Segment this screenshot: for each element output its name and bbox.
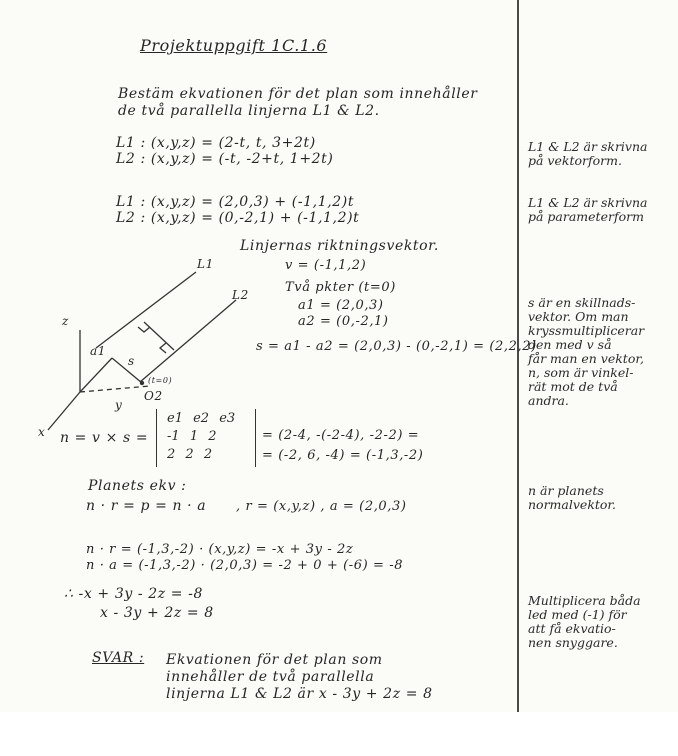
right-angle-mark-2	[160, 343, 166, 353]
matrix-cell: 2	[185, 447, 194, 462]
note-line: n är planets	[528, 483, 604, 498]
plane-result-2: x - 3y + 2z = 8	[100, 605, 214, 621]
plane-calc-1: n · r = (-1,3,-2) · (x,y,z) = -x + 3y - 2z	[86, 542, 354, 557]
task-line-2: de två parallella linjerna L1 & L2.	[118, 103, 380, 119]
matrix-row-2	[167, 429, 217, 444]
axis-x	[48, 392, 80, 430]
note-line: på vektorform.	[528, 153, 622, 168]
page-title: Projektuppgift 1C.1.6	[140, 36, 328, 55]
matrix-row-1	[167, 411, 235, 426]
diagram-label-x: x	[38, 425, 46, 439]
margin-note-difference-vector	[528, 296, 674, 408]
margin-note-multiply	[528, 594, 674, 650]
difference-vector-s: s = a1 - a2 = (2,0,3) - (0,-2,1) = (2,2,2)	[256, 339, 537, 354]
plane-definitions: , r = (x,y,z) , a = (2,0,3)	[236, 499, 407, 514]
param-form-l1: L1 : (x,y,z) = (2,0,3) + (-1,1,2)t	[116, 194, 355, 210]
point-a2: a2 = (0,-2,1)	[298, 314, 389, 329]
plane-heading: Planets ekv :	[88, 478, 187, 494]
matrix-cell: e3	[219, 411, 236, 426]
note-line: led med (-1) för	[528, 607, 627, 622]
note-line: på parameterform	[528, 209, 644, 224]
matrix-cell: e2	[193, 411, 210, 426]
answer-line-1: Ekvationen för det plan som	[166, 652, 383, 668]
direction-vector-v: v = (-1,1,2)	[285, 258, 367, 273]
plane-calc-2: n · a = (-1,3,-2) · (2,0,3) = -2 + 0 + (-6) = -8	[86, 558, 404, 573]
matrix-cell: e1	[167, 411, 183, 426]
note-line: L1 & L2 är skrivna	[528, 195, 648, 210]
line-l2	[140, 300, 236, 382]
note-line: Multiplicera båda	[528, 593, 641, 608]
connector-segment	[144, 322, 174, 350]
diagram-label-t0: (t=0)	[148, 376, 173, 385]
note-line: får man en vektor,	[528, 351, 644, 366]
note-line: nen snyggare.	[528, 635, 618, 650]
margin-note-param-form	[528, 196, 674, 224]
vector-a1	[80, 358, 112, 392]
answer-line-2: innehåller de två parallella	[166, 669, 375, 685]
note-line: L1 & L2 är skrivna	[528, 139, 648, 154]
vector-form-l1: L1 : (x,y,z) = (2-t, t, 3+2t)	[116, 135, 316, 151]
note-line: rät mot de två	[528, 379, 618, 394]
vector-form-l2: L2 : (x,y,z) = (-t, -2+t, 1+2t)	[116, 151, 334, 167]
note-line: normalvektor.	[528, 497, 617, 512]
line-l1	[96, 272, 196, 348]
point-o2	[140, 381, 144, 385]
note-line: den med v så	[528, 337, 612, 352]
cross-result-2: = (-2, 6, -4) = (-1,3,-2)	[262, 448, 424, 463]
points-heading: Två pkter (t=0)	[285, 280, 396, 295]
diagram-label-y: y	[115, 398, 123, 412]
matrix-cell: 1	[189, 429, 199, 444]
axis-y	[80, 386, 150, 392]
determinant-matrix	[156, 409, 256, 467]
plane-result-1: ∴ -x + 3y - 2z = -8	[64, 586, 204, 602]
matrix-cell: 2	[203, 447, 213, 462]
vector-s	[112, 358, 142, 383]
diagram-label-z: z	[62, 314, 69, 328]
plane-equation: n · r = p = n · a	[86, 498, 207, 514]
matrix-cell: 2	[167, 447, 176, 462]
note-line: vektor. Om man	[528, 309, 629, 324]
param-form-l2: L2 : (x,y,z) = (0,-2,1) + (-1,1,2)t	[116, 210, 360, 226]
diagram-label-l1: L1	[197, 257, 214, 271]
diagram-label-a1: a1	[90, 344, 106, 358]
diagram-label-s: s	[128, 354, 135, 368]
note-line: kryssmultiplicerar	[528, 323, 645, 338]
note-line: s är en skillnads-	[528, 295, 636, 310]
task-line-1: Bestäm ekvationen för det plan som innehåller	[118, 86, 478, 102]
point-a1: a1 = (2,0,3)	[298, 298, 384, 313]
matrix-row-3	[167, 447, 212, 462]
diagram-label-l2: L2	[232, 288, 249, 302]
note-line: andra.	[528, 393, 569, 408]
cross-result-1: = (2-4, -(-2-4), -2-2) =	[262, 428, 420, 443]
matrix-cell: -1	[167, 429, 180, 444]
margin-note-vector-form	[528, 140, 674, 168]
margin-note-normal-vector	[528, 484, 674, 512]
cross-product-lhs: n = v × s =	[60, 430, 149, 446]
diagram-label-o2: O2	[144, 389, 163, 403]
note-line: att få ekvatio-	[528, 621, 616, 636]
answer-line-3: linjerna L1 & L2 är x - 3y + 2z = 8	[166, 686, 433, 702]
matrix-cell: 2	[208, 429, 217, 444]
direction-heading: Linjernas riktningsvektor.	[240, 238, 439, 254]
answer-label: SVAR :	[92, 650, 145, 666]
right-angle-mark-1	[138, 327, 150, 332]
note-line: n, som är vinkel-	[528, 365, 634, 380]
